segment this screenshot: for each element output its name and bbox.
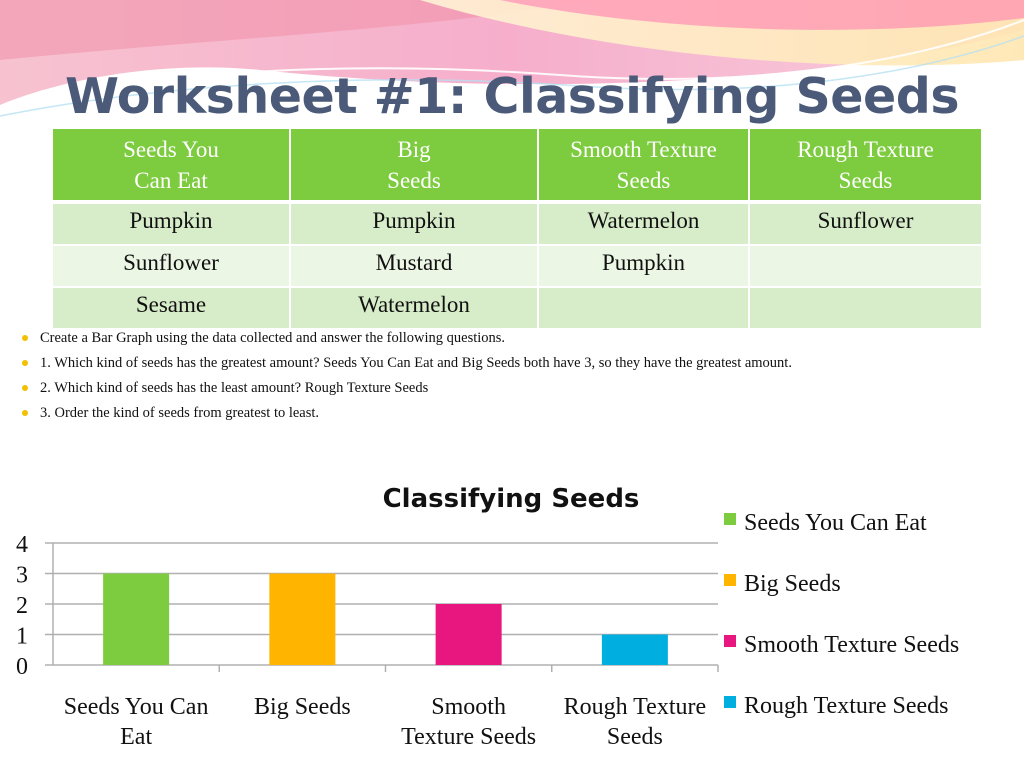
list-item <box>18 378 792 403</box>
header-seeds-you-can-eat: Seeds You Can Eat <box>52 128 290 202</box>
x-tick-label: Rough Texture <box>563 694 707 720</box>
table-cell: Watermelon <box>538 202 749 245</box>
legend-swatch <box>724 513 736 525</box>
bar-big-seeds <box>269 574 335 666</box>
y-tick-label: 2 <box>16 593 28 619</box>
legend-label: Big Seeds <box>744 571 841 597</box>
y-tick-label: 1 <box>16 623 28 650</box>
x-tick-label: Smooth <box>431 694 506 720</box>
header-smooth-texture-seeds: Smooth Texture Seeds <box>538 128 749 202</box>
bullet-text: 1. Which kind of seeds has the greatest amount? Seeds You Can Eat and Big Seeds both have 3, so they have the greatest amount. <box>40 355 792 371</box>
bar-seeds-you-can-eat <box>103 574 169 666</box>
bar-smooth-texture-seeds <box>436 604 502 665</box>
y-tick-label: 0 <box>16 654 28 680</box>
table-cell <box>749 245 982 287</box>
legend-swatch <box>724 635 736 647</box>
legend-label: Smooth Texture Seeds <box>744 632 960 658</box>
table-cell: Sunflower <box>52 245 290 287</box>
table-cell: Pumpkin <box>538 245 749 287</box>
bullet-text: Create a Bar Graph using the data collected and answer the following questions. <box>40 330 506 346</box>
bullet-text: 2. Which kind of seeds has the least amount? Rough Texture Seeds <box>40 380 429 396</box>
bullet-dot-icon <box>22 385 28 391</box>
legend-label: Rough Texture Seeds <box>744 693 949 719</box>
table-row <box>52 245 982 287</box>
question-list <box>18 328 792 428</box>
legend-swatch <box>724 696 736 708</box>
slide-title: Worksheet #1: Classifying Seeds <box>64 68 960 125</box>
list-item <box>18 403 792 428</box>
list-item <box>18 353 792 378</box>
bar-rough-texture-seeds <box>602 635 668 666</box>
header-rough-texture-seeds: Rough Texture Seeds <box>749 128 982 202</box>
bullet-dot-icon <box>22 410 28 416</box>
x-tick-label: Seeds You Can <box>63 694 209 720</box>
list-item <box>18 328 792 353</box>
bullet-dot-icon <box>22 335 28 341</box>
x-tick-label: Eat <box>120 724 153 750</box>
table-cell <box>538 287 749 329</box>
legend-label: Seeds You Can Eat <box>744 510 927 536</box>
legend-swatch <box>724 574 736 586</box>
table-cell: Pumpkin <box>290 202 538 245</box>
chart-title: Classifying Seeds <box>382 484 640 514</box>
seeds-table <box>51 127 983 330</box>
header-big-seeds: Big Seeds <box>290 128 538 202</box>
table-row <box>52 202 982 245</box>
table-cell <box>749 287 982 329</box>
table-header-row <box>52 128 982 202</box>
table-cell: Watermelon <box>290 287 538 329</box>
table-row <box>52 287 982 329</box>
bullet-text: 3. Order the kind of seeds from greatest to least. <box>40 405 320 421</box>
bullet-dot-icon <box>22 360 28 366</box>
y-tick-label: 4 <box>16 532 28 558</box>
bar-chart <box>0 470 1024 768</box>
table-cell: Mustard <box>290 245 538 287</box>
x-tick-label: Texture Seeds <box>401 724 537 750</box>
table-cell: Pumpkin <box>52 202 290 245</box>
x-tick-label: Seeds <box>606 724 663 750</box>
table-cell: Sunflower <box>749 202 982 245</box>
y-tick-label: 3 <box>16 562 28 589</box>
x-tick-label: Big Seeds <box>254 694 351 720</box>
table-cell: Sesame <box>52 287 290 329</box>
